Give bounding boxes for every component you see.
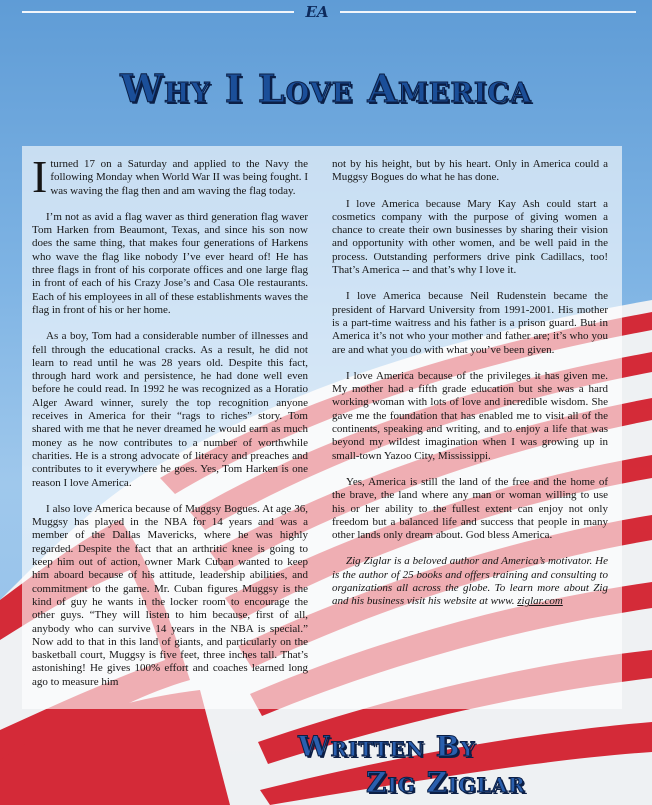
article-paragraph: As a boy, Tom had a considerable number of illnesses and fell through the educational cracks. As a result, he did not learn to read until he was 28 years old. Despite this fact, through hard work and persistence, he had done well even before he could read. In 1992 he was recognized as a Horatio Alger Award winner, surely the top recognition anyone receives in America for their “rags to riches” story. Tom shared with me that he never dreamed he would earn as much money as he now contributes to a number of worthwhile charities. He is a strong advocate of literacy and preaches and contributes to it everywhere he goes. Yes, Tom Harken is one reason I love America. — [32, 330, 308, 489]
article-paragraph: I love America because of the privileges it has given me. My mother had a fifth grade education but she was a hard working woman with lots of love and incredible wisdom. She gave me the foundation that has enabled me to visit all of the continents, speaking and writing, and to enjoy a life that was beyond my wildest imagination when I was growing up in small-town Yazoo City, Mississippi. — [332, 369, 608, 462]
author-bio: Zig Ziglar is a beloved author and America’s motivator. He is the author of 25 books and offers training and consulting to organizations all across the globe. To learn more about Zig and his business visit his website at www. ziglar.com — [332, 555, 608, 608]
article-title: Why I Love America — [120, 66, 532, 111]
article-paragraph: Iturned 17 on a Saturday and applied to the Navy the following Monday when World War II was being fought. I was waving the flag then and am waving the flag today. — [32, 151, 308, 202]
top-rule-right — [340, 11, 636, 13]
article-paragraph: I love America because Mary Kay Ash could start a cosmetics company with the purpose of giving women a chance to create their own businesses by sharing their vision and opportunity with other women, and be well paid in the process. Outstanding performers drive pink Cadillacs, too! That’s America -- and that’s why I love it. — [332, 197, 608, 277]
author-website-link[interactable]: ziglar.com — [517, 595, 563, 608]
article-paragraph: I’m not as avid a flag waver as third generation flag waver Tom Harken from Beaumont, Texas, and since his son now does the same thing, that makes four generations of Harkens who wave the flag like nobody I’ve ever heard of! He has three flags in front of his corporate offices and one large flag in front of each of his Crazy Jose’s and Casa Ole restaurants. Each of his employees in all of these establishments waves the flag in front of his or her home. — [32, 210, 308, 316]
drop-cap: I — [32, 151, 48, 202]
article-paragraph: Yes, America is still the land of the free and the home of the brave, the land where any man or woman willing to use his or her ability to the fullest extent can enjoy not only freedom but a balanced life and success that people in many other lands only dream about. God bless America. — [332, 475, 608, 542]
article-paragraph: I also love America because of Muggsy Bogues. At age 36, Muggsy has played in the NBA for 14 years and was a member of the Dallas Mavericks, where he was highly regarded. Despite the fact that an arthritic knee is going to keep him out of action, owner Mark Cuban wanted to keep him aboard because of his attitude, leadership abilities, and commitment to the game. Mr. Cuban figures Muggsy is the kind of guy he wants in the locker room to encourage the other guys. “They will listen to him because, first of all, anybody who can survive 14 years in the NBA is special.” Now add to that in this land of giants, and particularly on the basketball court, Muggsy is five feet, three inches tall. That’s astonishing! He gives 100% effort and coaches learned long ago to measure him — [32, 502, 308, 688]
article-paragraph: I love America because Neil Rudenstein became the president of Harvard University from 1991-2001. His mother is a part-time waitress and his father is a prison guard. But in America it’s not who your mother and father are; it’s who you are and what you do with what you’ve been given. — [332, 290, 608, 356]
byline-author-name: Zig Ziglar — [366, 766, 526, 799]
byline-written-by: Written By — [298, 730, 476, 763]
article-column-right — [332, 158, 608, 622]
top-rule-left — [22, 11, 294, 13]
article-paragraph: not by his height, but by his heart. Only in America could a Muggsy Bogues do what he has done. — [332, 158, 608, 184]
article-column-left — [32, 151, 308, 702]
magazine-badge: EA — [305, 3, 329, 21]
